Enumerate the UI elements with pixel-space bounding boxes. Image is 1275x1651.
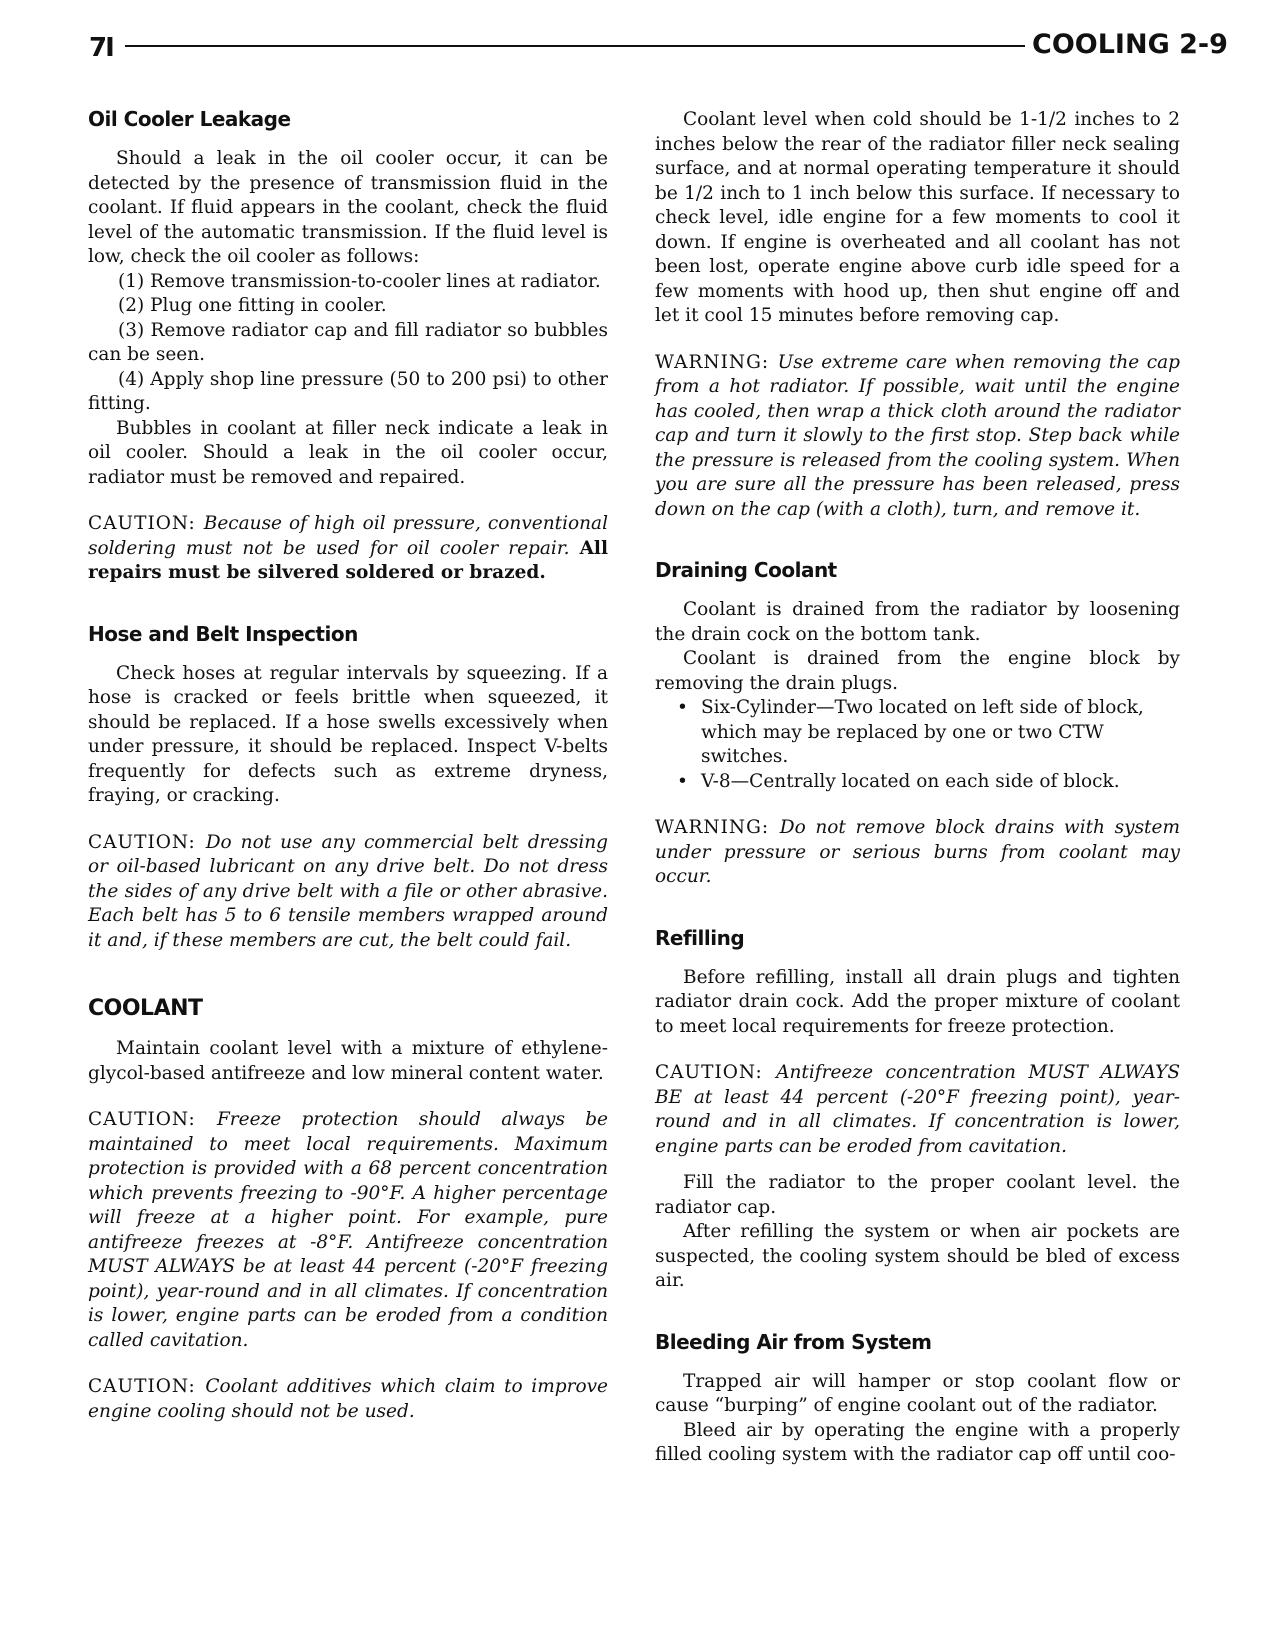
paragraph: Bleed air by operating the engine with a properly filled cooling system with the radiator cap off until coo- [655,1419,1180,1465]
caution-text: Antifreeze concentration MUST ALWAYS BE at least 44 percent (-20°F freezing point), year-round and in all climates. If concentration is lower, engine parts can be eroded from cavitation. [655,1062,1180,1157]
section-hose-belt-inspection [88,620,608,954]
caution-text: Freeze protection should always be maintained to meet local requirements. Maximum protection is provided with a 68 percent concentration which prevents freezing to -90°F. A higher percentage will freeze at a higher point. For example, pure antifreeze freezes at -8°F. Antifreeze concentration MUST ALWAYS be at least 44 percent (-20°F freezing point), year-round and in all climates. If concentration is lower, engine parts can be eroded from a condition called cavitation. [88,1109,608,1351]
paragraph: Trapped air will hamper or stop coolant flow or cause “burping” of engine coolant out of the radiator. [655,1370,1180,1416]
warning-note [655,816,1180,890]
page-header [0,0,1275,80]
caution-note [88,1375,608,1424]
paragraph: Check hoses at regular intervals by squeezing. If a hose is cracked or feels brittle when squeezed, it should be replaced. If a hose swells excessively when under pressure, it should be replaced. Inspect V-belts frequently for defects such as extreme dryness, fraying, or cracking. [88,662,608,806]
step-item: (1) Remove transmission-to-cooler lines at radiator. [118,270,601,292]
step-item: (2) Plug one fitting in cooler. [118,295,387,316]
caution-label: CAUTION: [88,831,206,853]
caution-label: CAUTION: [88,1376,206,1397]
heading-bleeding-air: Bleeding Air from System [655,1329,932,1354]
caution-label: CAUTION: [88,1109,217,1130]
section-coolant-level [655,108,1180,522]
right-column [655,108,1180,1468]
paragraph: Coolant is drained from the radiator by loosening the drain cock on the bottom tank. [655,599,1180,645]
section-coolant [88,995,608,1424]
section-oil-cooler-leakage [88,105,608,586]
paragraph: Fill the radiator to the proper coolant level. the radiator cap. [655,1172,1180,1218]
header-rule [125,45,1025,47]
caution-text: Do not use any commercial belt dressing or oil-based lubricant on any drive belt. Do not dress the sides of any drive belt with a file or other abrasive. Each belt has 5 to 6 tensile members wrapped around it and, if these members are cut, the belt could fail. [88,831,608,951]
list-item: • V-8—Centrally located on each side of block. [677,770,1180,795]
heading-draining-coolant: Draining Coolant [655,558,837,582]
caution-note [88,831,608,954]
list-item: • Six-Cylinder—Two located on left side of block, which may be replaced by one or two CTW switches. [677,696,1180,770]
warning-note [655,351,1180,523]
warning-text: Do not remove block drains with system under pressure or serious burns from coolant may occur. [655,817,1180,887]
caution-label: CAUTION: [88,513,204,534]
caution-label: CAUTION: [655,1062,777,1083]
paragraph: Should a leak in the oil cooler occur, it can be detected by the presence of transmission fluid in the coolant. If fluid appears in the coolant, check the fluid level of the automatic transmission. If the fluid level is low, check the oil cooler as follows: [88,148,608,267]
paragraph: After refilling the system or when air pockets are suspected, the cooling system should be bled of excess air. [655,1221,1180,1291]
section-bleeding-air [655,1328,1180,1468]
heading-oil-cooler-leakage: Oil Cooler Leakage [88,107,291,131]
heading-coolant: COOLANT [88,996,203,1021]
warning-label: WARNING: [655,817,780,838]
caution-note [655,1061,1180,1159]
paragraph: Bubbles in coolant at filler neck indicate a leak in oil cooler. Should a leak in the oil cooler occur, radiator must be removed and repaired. [88,417,608,488]
caution-note [88,512,608,586]
heading-hose-belt-inspection: Hose and Belt Inspection [88,621,358,646]
paragraph: Before refilling, install all drain plugs and tighten radiator drain cock. Add the proper mixture of coolant to meet local requirements for freeze protection. [655,966,1180,1037]
warning-text: Use extreme care when removing the cap from a hot radiator. If possible, wait until the engine has cooled, then wrap a thick cloth around the radiator cap and turn it slowly to the first stop. Step back while the pressure is released from the cooling system. When you are sure all the pressure has been released, press down on the cap (with a cloth), turn, and remove it. [655,351,1180,520]
heading-refilling: Refilling [655,925,745,950]
caution-emphasis: All repairs must be silvered soldered or brazed. [88,537,608,583]
section-draining-coolant [655,556,1180,890]
step-item: (3) Remove radiator cap and fill radiator so bubbles can be seen. [88,319,608,365]
caution-note [88,1108,608,1353]
bullet-list [655,696,1180,794]
paragraph: Maintain coolant level with a mixture of ethylene-glycol-based antifreeze and low mineral content water. [88,1038,608,1084]
section-refilling [655,924,1180,1294]
caution-text: Coolant additives which claim to improve engine cooling should not be used. [88,1376,608,1422]
left-column [88,105,608,1424]
paragraph: Coolant is drained from the engine block by removing the drain plugs. [655,648,1180,694]
warning-label: WARNING: [655,351,778,373]
chapter-mark: 7I [89,33,113,63]
paragraph: Coolant level when cold should be 1-1/2 inches to 2 inches below the rear of the radiator filler neck sealing surface, and at normal operating temperature it should be 1/2 inch to 1 inch below this surface. If necessary to check level, idle engine for a few moments to cool it down. If engine is overheated and all coolant has not been lost, operate engine above curb idle speed for a few moments with hood up, then shut engine off and let it cool 15 minutes before removing cap. [655,109,1180,326]
page-title: COOLING 2-9 [1032,29,1228,60]
step-item: (4) Apply shop line pressure (50 to 200 psi) to other fitting. [88,368,608,414]
caution-text: Because of high oil pressure, conventional soldering must not be used for oil cooler repair. [88,513,609,559]
